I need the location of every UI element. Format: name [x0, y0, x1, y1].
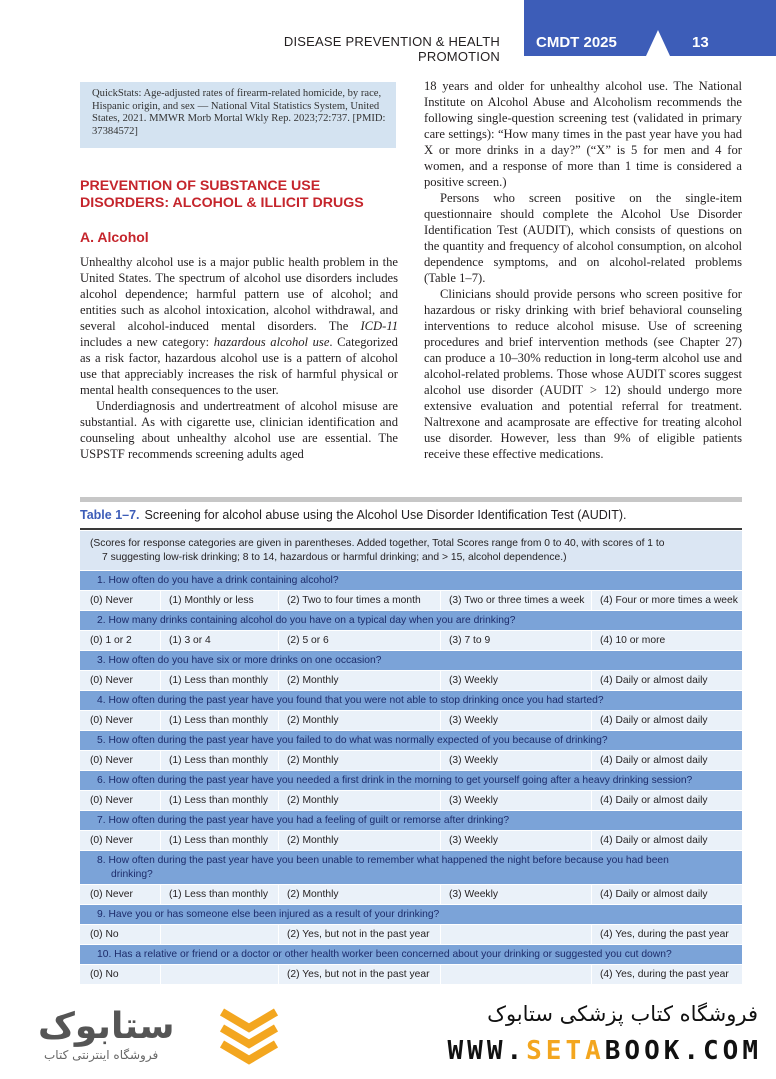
section-title: PREVENTION OF SUBSTANCE USE DISORDERS: ALCOHOL & ILLICIT DRUGS [80, 178, 364, 211]
cell-divider [160, 925, 161, 945]
answer-row [80, 751, 742, 771]
cell-divider [160, 591, 161, 611]
left-column [80, 254, 398, 462]
table-caption-text: Screening for alcohol abuse using the Alcohol Use Disorder Identification Test (AUDIT). [144, 508, 627, 522]
cell-divider [440, 751, 441, 771]
audit-table [80, 531, 742, 985]
question-text: 7. How often during the past year have you had a feeling of guilt or remorse after drinking? [97, 815, 510, 826]
cell-divider [591, 711, 592, 731]
answer-row [80, 671, 742, 691]
cell-divider [440, 711, 441, 731]
table-label: Table 1–7. [80, 508, 140, 522]
answer-option: (3) Weekly [449, 889, 499, 900]
answer-option: (1) 3 or 4 [169, 635, 211, 646]
answer-option: (4) Daily or almost daily [600, 675, 708, 686]
cell-divider [160, 831, 161, 851]
cell-divider [591, 751, 592, 771]
question-row [80, 905, 742, 925]
question-row [80, 811, 742, 831]
category-term: hazardous alcohol use [213, 335, 330, 349]
right-column [424, 78, 742, 462]
cell-divider [278, 631, 279, 651]
answer-option: (0) No [90, 929, 119, 940]
answer-option: (1) Less than monthly [169, 889, 269, 900]
answer-option: (3) Weekly [449, 795, 499, 806]
paragraph: 18 years and older for unhealthy alcohol use. The National Institute on Alcohol Abuse and Alcoholism recommends the following single-question screening test (validated in primary care settings): “How many times in the past year have you had X or more drinks in a day?” (“X” is 5 for men and 4 for women, and a response of more than 1 time is considered a positive screen.) [424, 79, 742, 189]
cell-divider [160, 711, 161, 731]
quickstats-reference: QuickStats: Age-adjusted rates of firearm-related homicide, by race, Hispanic origin, and sex — National Vital Statistics System, United States, 2021. MMWR Morb Mortal Wkly Rep. 2023;72:737. [PMID: 37384572] [80, 82, 396, 148]
cell-divider [591, 591, 592, 611]
cell-divider [591, 791, 592, 811]
cell-divider [278, 671, 279, 691]
cell-divider [591, 965, 592, 985]
answer-option: (0) No [90, 969, 119, 980]
answer-row [80, 831, 742, 851]
answer-option: (4) Yes, during the past year [600, 929, 729, 940]
answer-option: (2) Monthly [287, 795, 339, 806]
question-row [80, 691, 742, 711]
question-text: 6. How often during the past year have you needed a first drink in the morning to get yourself going after a heavy drinking session? [97, 775, 693, 786]
cell-divider [160, 751, 161, 771]
answer-row [80, 711, 742, 731]
answer-option: (3) Two or three times a week [449, 595, 585, 606]
answer-option: (0) Never [90, 675, 133, 686]
cell-divider [278, 965, 279, 985]
cell-divider [160, 671, 161, 691]
cell-divider [278, 751, 279, 771]
answer-option: (4) 10 or more [600, 635, 666, 646]
question-row [80, 571, 742, 591]
answer-option: (1) Less than monthly [169, 755, 269, 766]
footer-banner [0, 994, 776, 1079]
cell-divider [440, 591, 441, 611]
answer-row [80, 885, 742, 905]
answer-option: (3) Weekly [449, 715, 499, 726]
question-row [80, 851, 742, 885]
paragraph: Underdiagnosis and undertreatment of alcohol misuse are substantial. As with cigarette use, clinician identification and counseling about unhealthy alcohol use are essential. The USPSTF recommends screening adults aged [80, 399, 398, 461]
answer-option: (0) Never [90, 755, 133, 766]
cell-divider [278, 925, 279, 945]
answer-option: (1) Less than monthly [169, 675, 269, 686]
question-text: 5. How often during the past year have you failed to do what was normally expected of you because of drinking? [97, 735, 608, 746]
answer-option: (0) Never [90, 795, 133, 806]
cell-divider [591, 631, 592, 651]
paragraph: Clinicians should provide persons who screen positive for hazardous or risky drinking with brief behavioral counseling interventions to reduce alcohol misuse. Use of screening procedures and brief intervention methods (see Chapter 27) can produce a 10–30% reduction in long-term alcohol use and alcohol-related problems. Those whose AUDIT scores suggest alcohol use disorder (AUDIT > 12) should undergo more extensive evaluation and potential referral for treatment. Naltrexone and acamprosate are effective for treating alcohol use disorder. However, less than 9% of eligible patients receive these effective medications. [424, 287, 742, 461]
cell-divider [278, 791, 279, 811]
answer-option: (0) Never [90, 889, 133, 900]
page-number: 13 [692, 34, 709, 51]
answer-option: (3) 7 to 9 [449, 635, 491, 646]
answer-option: (0) Never [90, 835, 133, 846]
caption-rule [80, 528, 742, 530]
icd-term: ICD-11 [360, 319, 398, 333]
table-top-rule [80, 497, 742, 502]
answer-option: (2) Monthly [287, 715, 339, 726]
answer-option: (4) Four or more times a week [600, 595, 738, 606]
cell-divider [440, 631, 441, 651]
cell-divider [440, 831, 441, 851]
chevrons-icon [214, 1004, 284, 1070]
answer-option: (2) Yes, but not in the past year [287, 929, 430, 940]
answer-option: (3) Weekly [449, 835, 499, 846]
cell-divider [440, 791, 441, 811]
question-row [80, 731, 742, 751]
paragraph: Unhealthy alcohol use is a major public health problem in the United States. The spectrum of alcohol use disorders includes alcohol dependence; harmful pattern use of alcohol; and entities such as alcohol intoxication, alcohol withdrawal, and several alcohol-induced mental disorders. The ICD-11 includes a new category: hazardous alcohol use. Categorized as a risk factor, hazardous alcohol use is a pattern of alcohol use that appreciably increases the risk of harmful physical or mental health consequences to the user. [80, 255, 398, 397]
running-head: DISEASE PREVENTION & HEALTH PROMOTION [283, 34, 500, 64]
paragraph: Persons who screen positive on the single-item questionnaire should complete the Alcohol Use Disorder Identification Test (AUDIT), which consists of questions on the quantity and frequency of alcohol consumption, on alcohol dependence symptoms, and on alcohol-related problems (Table 1–7). [424, 191, 742, 285]
cell-divider [440, 671, 441, 691]
website-link[interactable]: WWW.SETABOOK.COM [447, 1036, 762, 1066]
answer-option: (0) Never [90, 595, 133, 606]
cell-divider [278, 885, 279, 905]
answer-option: (2) Two to four times a month [287, 595, 421, 606]
cell-divider [160, 965, 161, 985]
answer-option: (1) Monthly or less [169, 595, 254, 606]
answer-option: (4) Daily or almost daily [600, 889, 708, 900]
cell-divider [160, 631, 161, 651]
question-text: 10. Has a relative or friend or a doctor or other health worker been concerned about your drinking or suggested you cut down? [97, 949, 672, 960]
logo-text: ستابوک [38, 1006, 175, 1047]
question-row [80, 611, 742, 631]
question-row [80, 771, 742, 791]
question-text: 4. How often during the past year have you found that you were not able to stop drinking once you had started? [97, 695, 604, 706]
cell-divider [591, 671, 592, 691]
answer-option: (2) Monthly [287, 889, 339, 900]
answer-row [80, 925, 742, 945]
header-band [524, 0, 776, 56]
shop-name: فروشگاه کتاب پزشکی ستابوک [487, 1002, 758, 1026]
answer-option: (3) Weekly [449, 755, 499, 766]
subsection-title: A. Alcohol [80, 229, 149, 245]
answer-row [80, 591, 742, 611]
answer-option: (2) Monthly [287, 835, 339, 846]
cell-divider [278, 831, 279, 851]
answer-option: (4) Daily or almost daily [600, 755, 708, 766]
cell-divider [440, 965, 441, 985]
answer-row [80, 965, 742, 985]
answer-option: (4) Daily or almost daily [600, 835, 708, 846]
question-text: 9. Have you or has someone else been injured as a result of your drinking? [97, 909, 440, 920]
table-note: (Scores for response categories are given in parentheses. Added together, Total Scores range from 0 to 40, with scores of 1 to 7 suggesting low-risk drinking; 8 to 14, hazardous or harmful drinking; and > 15, alcohol dependence.) [80, 531, 742, 571]
table-caption [80, 508, 742, 522]
cell-divider [160, 885, 161, 905]
answer-option: (2) Monthly [287, 675, 339, 686]
answer-option: (0) Never [90, 715, 133, 726]
cell-divider [440, 885, 441, 905]
book-title: CMDT 2025 [536, 34, 617, 51]
answer-option: (2) Monthly [287, 755, 339, 766]
logo-subtitle: فروشگاه اینترنتی کتاب [44, 1048, 159, 1062]
question-text-continued: drinking? [111, 868, 153, 880]
answer-row [80, 631, 742, 651]
cell-divider [591, 831, 592, 851]
question-row [80, 651, 742, 671]
answer-row [80, 791, 742, 811]
question-row [80, 945, 742, 965]
answer-option: (4) Yes, during the past year [600, 969, 729, 980]
question-text: 1. How often do you have a drink containing alcohol? [97, 575, 339, 586]
answer-option: (4) Daily or almost daily [600, 715, 708, 726]
question-text: 8. How often during the past year have you been unable to remember what happened the night before because you had been [97, 855, 669, 866]
cell-divider [591, 925, 592, 945]
cell-divider [278, 711, 279, 731]
answer-option: (0) 1 or 2 [90, 635, 132, 646]
cell-divider [440, 925, 441, 945]
question-text: 2. How many drinks containing alcohol do you have on a typical day when you are drinking? [97, 615, 516, 626]
answer-option: (1) Less than monthly [169, 715, 269, 726]
answer-option: (3) Weekly [449, 675, 499, 686]
cell-divider [591, 885, 592, 905]
answer-option: (1) Less than monthly [169, 795, 269, 806]
answer-option: (2) 5 or 6 [287, 635, 329, 646]
answer-option: (2) Yes, but not in the past year [287, 969, 430, 980]
answer-option: (1) Less than monthly [169, 835, 269, 846]
question-text: 3. How often do you have six or more drinks on one occasion? [97, 655, 382, 666]
answer-option: (4) Daily or almost daily [600, 795, 708, 806]
header-notch [646, 30, 670, 56]
cell-divider [160, 791, 161, 811]
cell-divider [278, 591, 279, 611]
